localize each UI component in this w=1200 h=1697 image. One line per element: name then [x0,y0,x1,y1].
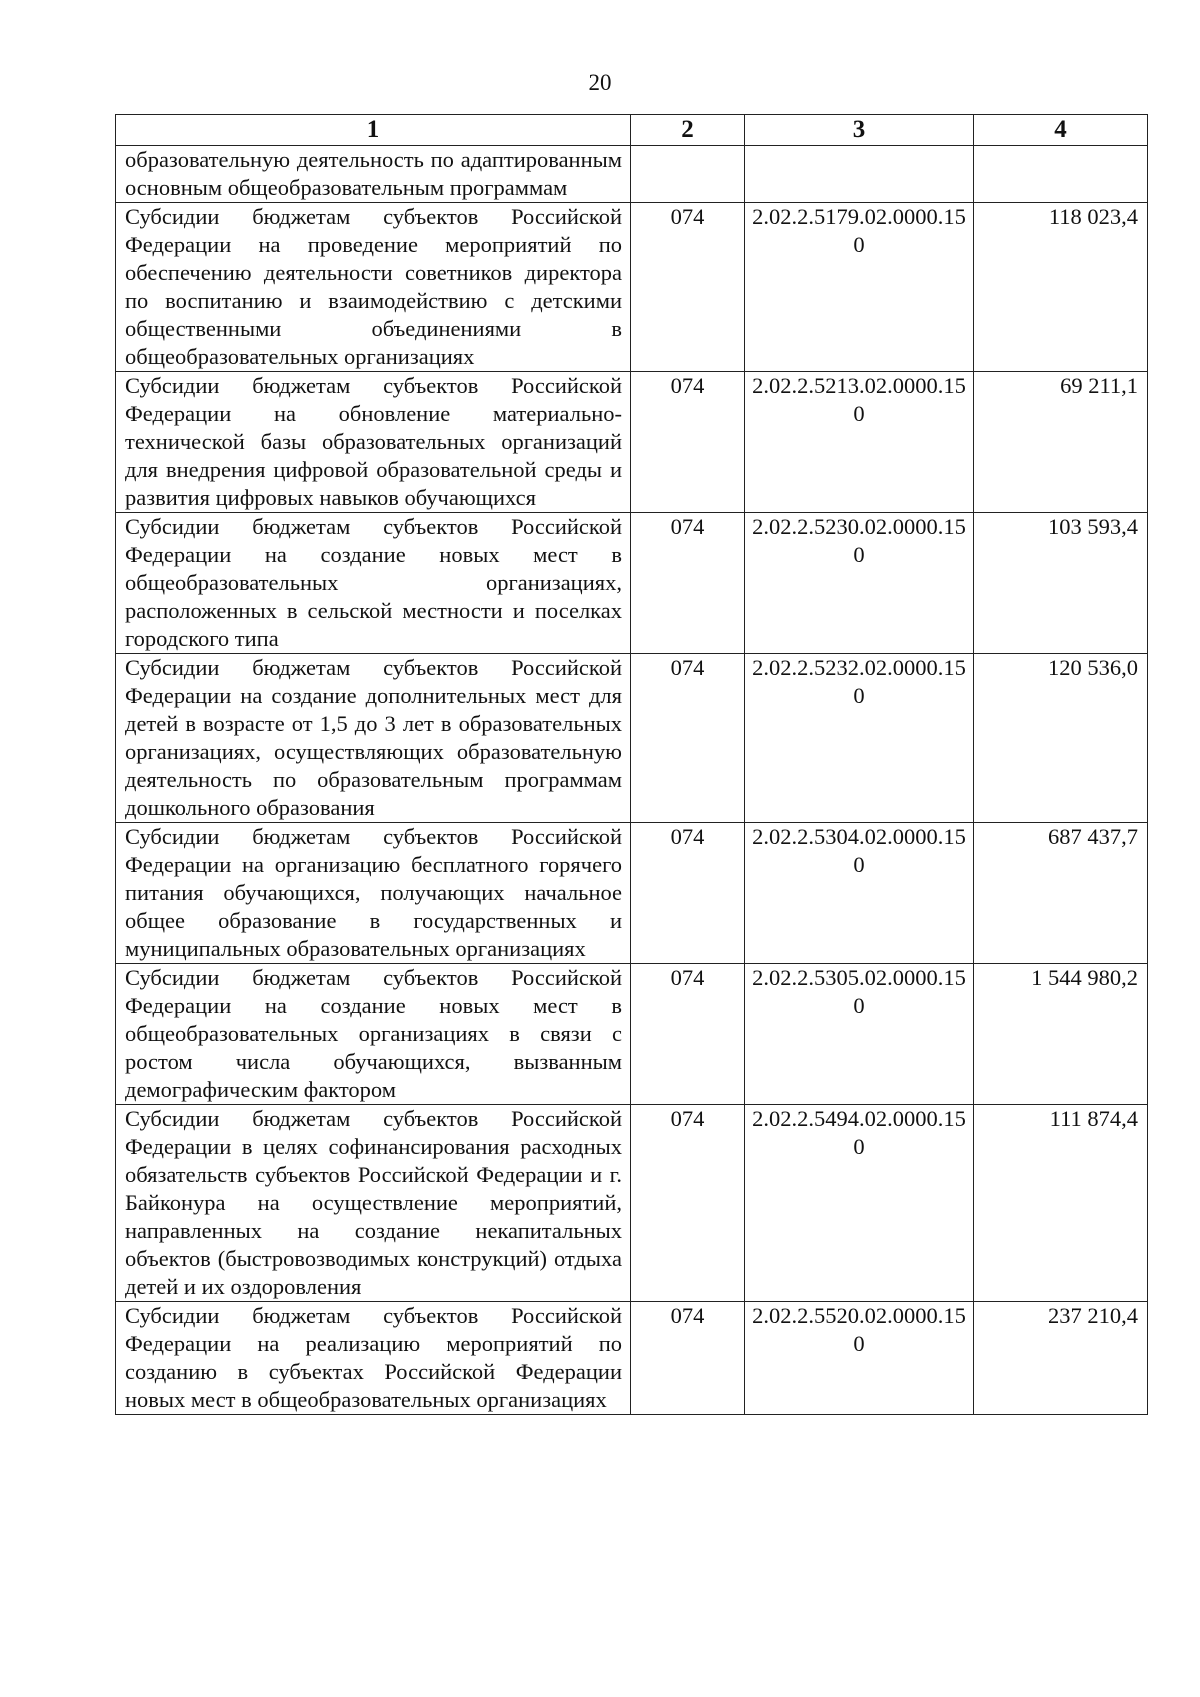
row-amount-cell [974,146,1148,203]
row-amount-cell: 237 210,4 [974,1302,1148,1415]
row-budget-code-cell: 2.02.2.5305.02.0000.150 [745,964,974,1105]
table-row [116,203,1148,372]
table-row [116,1302,1148,1415]
budget-table [115,114,1148,1415]
row-amount-cell: 69 211,1 [974,372,1148,513]
row-amount-cell: 1 544 980,2 [974,964,1148,1105]
row-budget-code-cell: 2.02.2.5232.02.0000.150 [745,654,974,823]
column-header-2: 2 [631,115,745,146]
row-name-cell: Субсидии бюджетам субъектов Российской Федерации на создание новых мест в общеобразовательных организациях, расположенных в сельской местности и поселках городского типа [116,513,631,654]
row-name-cell: Субсидии бюджетам субъектов Российской Федерации на проведение мероприятий по обеспечению деятельности советников директора по воспитанию и взаимодействию с детскими общественными объединениями в общеобразовательных организациях [116,203,631,372]
header-row [116,115,1148,146]
table-header [116,115,1148,146]
row-name-cell: Субсидии бюджетам субъектов Российской Федерации на организацию бесплатного горячего питания обучающихся, получающих начальное общее образование в государственных и муниципальных образовательных организациях [116,823,631,964]
row-name-cell: Субсидии бюджетам субъектов Российской Федерации на создание дополнительных мест для детей в возрасте от 1,5 до 3 лет в образовательных организациях, осуществляющих образовательную деятельность по образовательным программам дошкольного образования [116,654,631,823]
row-name-cell: Субсидии бюджетам субъектов Российской Федерации на создание новых мест в общеобразовательных организациях в связи с ростом числа обучающихся, вызванным демографическим фактором [116,964,631,1105]
row-admin-code-cell: 074 [631,203,745,372]
row-budget-code-cell [745,146,974,203]
row-amount-cell: 120 536,0 [974,654,1148,823]
table-body [116,146,1148,1415]
row-amount-cell: 687 437,7 [974,823,1148,964]
table-row [116,146,1148,203]
row-admin-code-cell: 074 [631,1302,745,1415]
row-admin-code-cell: 074 [631,372,745,513]
row-name-cell: образовательную деятельность по адаптированным основным общеобразовательным программам [116,146,631,203]
row-admin-code-cell: 074 [631,1105,745,1302]
row-amount-cell: 118 023,4 [974,203,1148,372]
row-admin-code-cell [631,146,745,203]
row-admin-code-cell: 074 [631,654,745,823]
row-name-cell: Субсидии бюджетам субъектов Российской Федерации на реализацию мероприятий по созданию в субъектах Российской Федерации новых мест в общеобразовательных организациях [116,1302,631,1415]
table-row [116,513,1148,654]
row-admin-code-cell: 074 [631,964,745,1105]
row-budget-code-cell: 2.02.2.5179.02.0000.150 [745,203,974,372]
row-budget-code-cell: 2.02.2.5520.02.0000.150 [745,1302,974,1415]
table-row [116,964,1148,1105]
table-row [116,372,1148,513]
page-number: 20 [588,70,612,95]
row-budget-code-cell: 2.02.2.5230.02.0000.150 [745,513,974,654]
row-budget-code-cell: 2.02.2.5304.02.0000.150 [745,823,974,964]
row-budget-code-cell: 2.02.2.5213.02.0000.150 [745,372,974,513]
row-admin-code-cell: 074 [631,513,745,654]
row-name-cell: Субсидии бюджетам субъектов Российской Федерации в целях софинансирования расходных обязательств субъектов Российской Федерации и г. Байконура на осуществление мероприятий, направленных на создание некапитальных объектов (быстровозводимых конструкций) отдыха детей и их оздоровления [116,1105,631,1302]
row-amount-cell: 111 874,4 [974,1105,1148,1302]
row-budget-code-cell: 2.02.2.5494.02.0000.150 [745,1105,974,1302]
column-header-3: 3 [745,115,974,146]
table-row [116,1105,1148,1302]
column-header-1: 1 [116,115,631,146]
column-header-4: 4 [974,115,1148,146]
row-amount-cell: 103 593,4 [974,513,1148,654]
table-row [116,823,1148,964]
row-admin-code-cell: 074 [631,823,745,964]
table-row [116,654,1148,823]
row-name-cell: Субсидии бюджетам субъектов Российской Федерации на обновление материально-технической базы образовательных организаций для внедрения цифровой образовательной среды и развития цифровых навыков обучающихся [116,372,631,513]
